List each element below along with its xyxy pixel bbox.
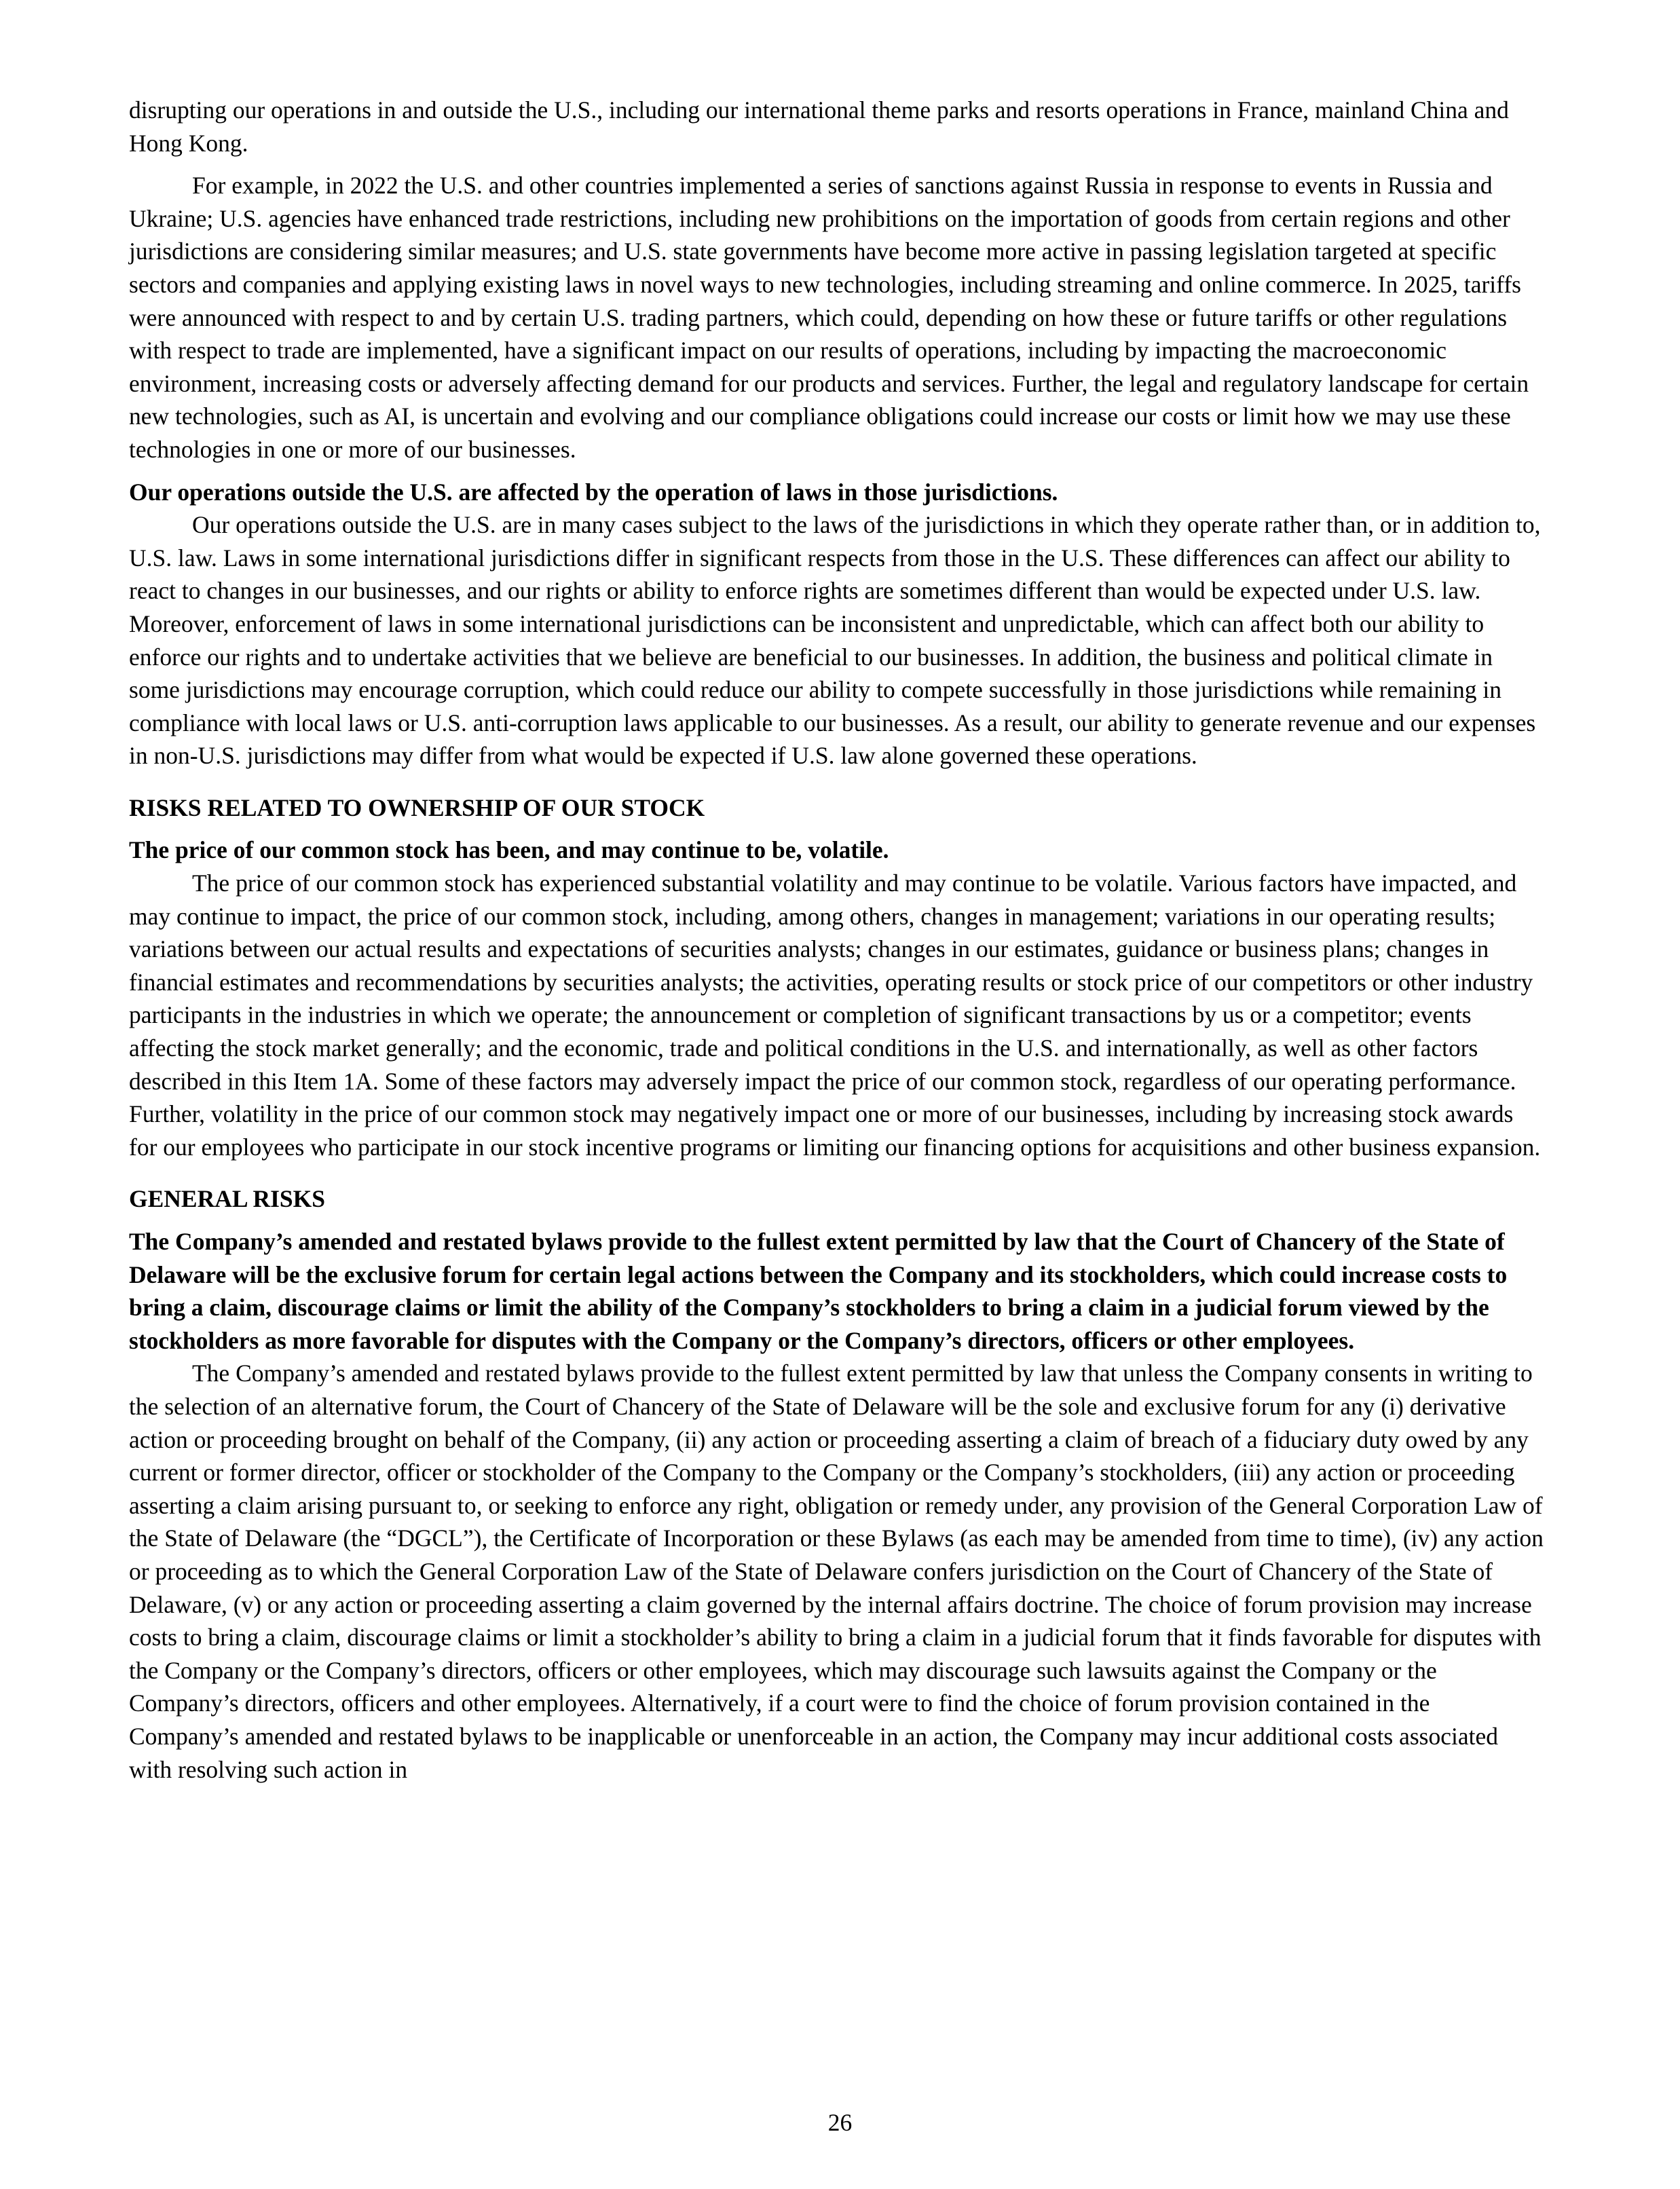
body-paragraph: For example, in 2022 the U.S. and other countries implemented a series of sanctions against Russia in response to events in Russia and Ukraine; U.S. agencies have enhanced trade restrictions, including new prohibitions on the importation of goods from certain regions and other jurisdictions are considering similar measures; and U.S. state governments have become more active in passing legislation targeted at specific sectors and companies and applying existing laws in novel ways to new technologies, including streaming and online commerce. In 2025, tariffs were announced with respect to and by certain U.S. trading partners, which could, depending on how these or future tariffs or other regulations with respect to trade are implemented, have a significant impact on our results of operations, including by impacting the macroeconomic environment, increasing costs or adversely affecting demand for our products and services. Further, the legal and regulatory landscape for certain new technologies, such as AI, is uncertain and evolving and our compliance obligations could increase our costs or limit how we may use these technologies in one or more of our businesses. xyxy=(129,172,1529,463)
body-paragraph: The Company’s amended and restated bylaws provide to the fullest extent permitted by law that unless the Company consents in writing to the selection of an alternative forum, the Court of Chancery of the State of Delaware will be the sole and exclusive forum for any (i) derivative action or proceeding brought on behalf of the Company, (ii) any action or proceeding asserting a claim of breach of a fiduciary duty owed by any current or former director, officer or stockholder of the Company to the Company or the Company’s stockholders, (iii) any action or proceeding asserting a claim arising pursuant to, or seeking to enforce any right, obligation or remedy under, any provision of the General Corporation Law of the State of Delaware (the “DGCL”), the Certificate of Incorporation or these Bylaws (as each may be amended from time to time), (iv) any action or proceeding as to which the General Corporation Law of the State of Delaware confers jurisdiction on the Court of Chancery of the State of Delaware, (v) or any action or proceeding asserting a claim governed by the internal affairs doctrine. The choice of forum provision may increase costs to bring a claim, discourage claims or limit a stockholder’s ability to bring a claim in a judicial forum that it finds favorable for disputes with the Company or the Company’s directors, officers or other employees, which may discourage such lawsuits against the Company or the Company’s directors, officers and other employees. Alternatively, if a court were to find the choice of forum provision contained in the Company’s amended and restated bylaws to be inapplicable or unenforceable in an action, the Company may incur additional costs associated with resolving such action in xyxy=(129,1360,1544,1783)
risk-factor-heading: The Company’s amended and restated bylaws provide to the fullest extent permitted by law that the Court of Chancery of the State of Delaware will be the exclusive forum for certain legal actions between the Company and its stockholders, which could increase costs to bring a claim, discourage claims or limit the ability of the Company’s stockholders to bring a claim in a judicial forum viewed by the stockholders as more favorable for disputes with the Company or the Company’s directors, officers or other employees. xyxy=(129,1228,1508,1354)
page-number: 26 xyxy=(827,2109,853,2136)
body-paragraph: The price of our common stock has experienced substantial volatility and may continue to be volatile. Various factors have impacted, and may continue to impact, the price of our common stock, including, among others, changes in management; variations in our operating results; variations between our actual results and expectations of securities analysts; changes in our estimates, guidance or business plans; changes in financial estimates and recommendations by securities analysts; the activities, operating results or stock price of our competitors or other industry participants in the industries in which we operate; the announcement or completion of significant transactions by us or a competitor; events affecting the stock market generally; and the economic, trade and political conditions in the U.S. and internationally, as well as other factors described in this Item 1A. Some of these factors may adversely impact the price of our common stock, regardless of our operating performance. Further, volatility in the price of our common stock may negatively impact one or more of our businesses, including by increasing stock awards for our employees who participate in our stock incentive programs or limiting our financing options for acquisitions and other business expansion. xyxy=(129,869,1541,1161)
body-paragraph: disrupting our operations in and outside the U.S., including our international theme parks and resorts operations in France, mainland China and Hong Kong. xyxy=(129,96,1509,157)
document-body xyxy=(129,94,1544,1786)
risk-factor-heading: The price of our common stock has been, and may continue to be, volatile. xyxy=(129,836,889,864)
section-heading: GENERAL RISKS xyxy=(129,1185,326,1213)
risk-factor-heading: Our operations outside the U.S. are affected by the operation of laws in those jurisdictions. xyxy=(129,478,1058,506)
section-heading: RISKS RELATED TO OWNERSHIP OF OUR STOCK xyxy=(129,793,705,821)
body-paragraph: Our operations outside the U.S. are in many cases subject to the laws of the jurisdictions in which they operate rather than, or in addition to, U.S. law. Laws in some international jurisdictions differ in significant respects from those in the U.S. These differences can affect our ability to react to changes in our businesses, and our rights or ability to enforce rights are sometimes different than would be expected under U.S. law. Moreover, enforcement of laws in some international jurisdictions can be inconsistent and unpredictable, which can affect both our ability to enforce our rights and to undertake activities that we believe are beneficial to our businesses. In addition, the business and political climate in some jurisdictions may encourage corruption, which could reduce our ability to compete successfully in those jurisdictions while remaining in compliance with local laws or U.S. anti-corruption laws applicable to our businesses. As a result, our ability to generate revenue and our expenses in non-U.S. jurisdictions may differ from what would be expected if U.S. law alone governed these operations. xyxy=(129,511,1541,770)
